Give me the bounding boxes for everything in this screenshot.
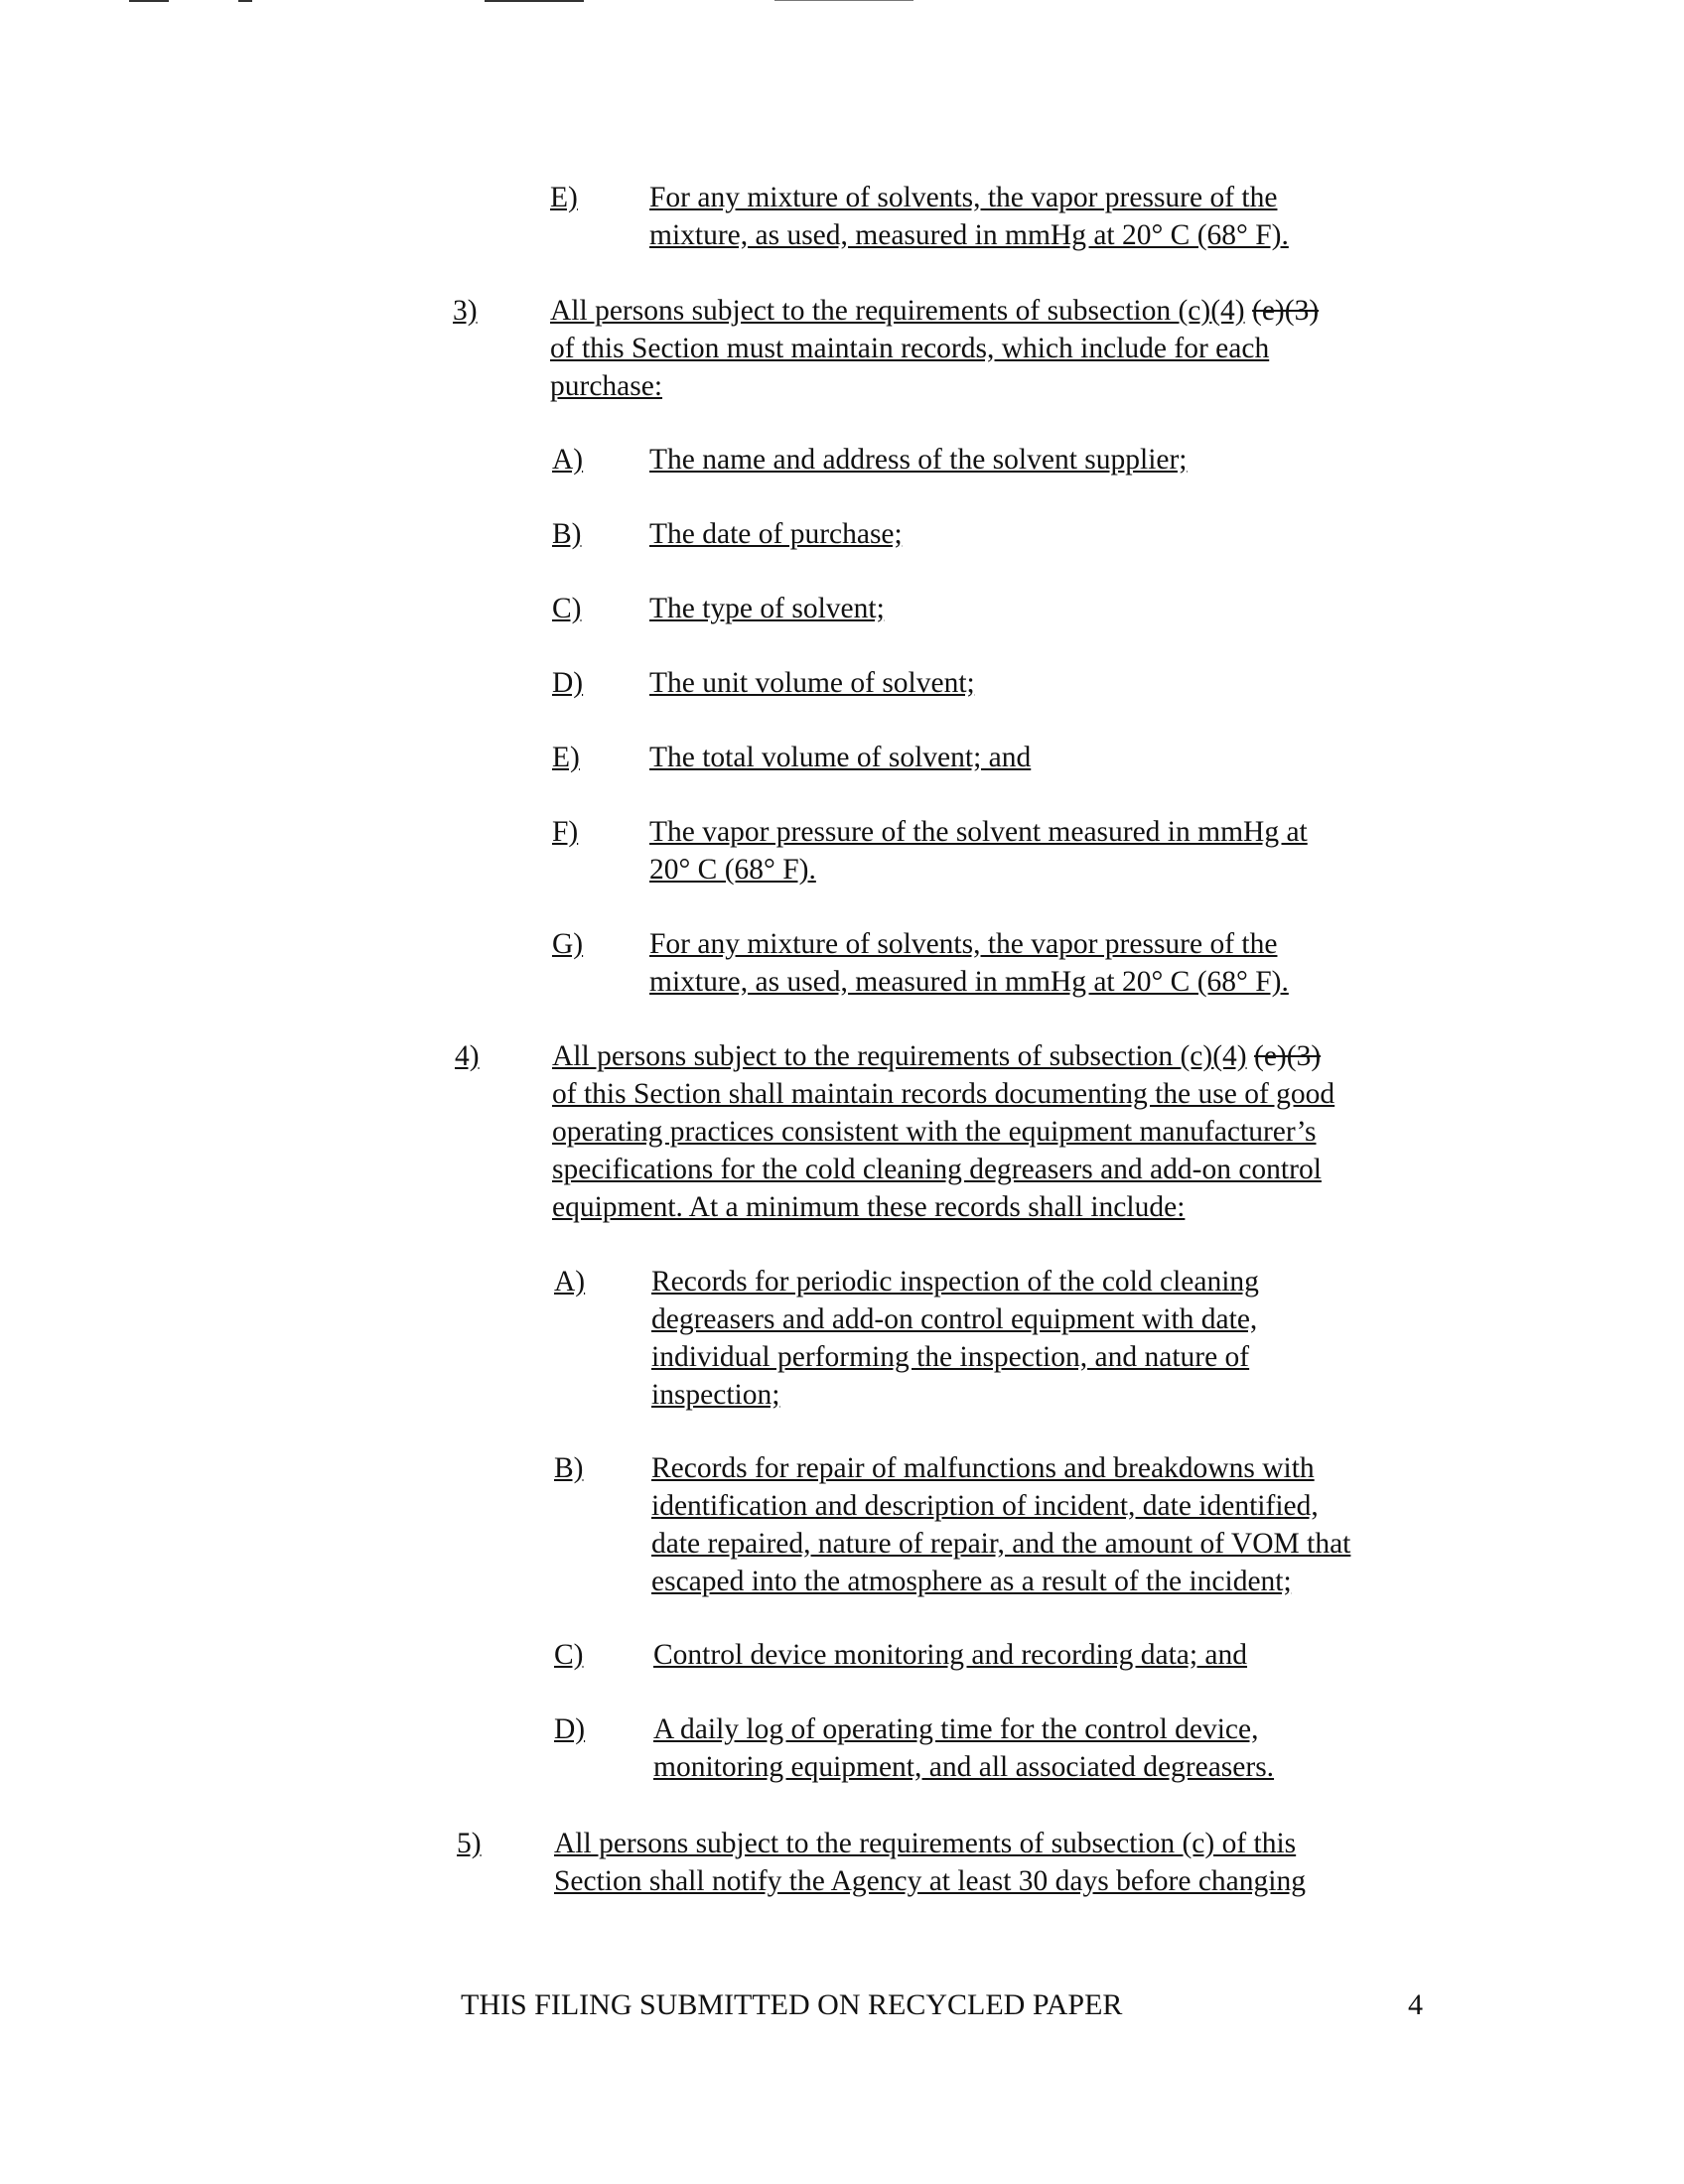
item-text: A daily log of operating time for the control device, monitoring equipment, and all associated degreasers.: [653, 1713, 1275, 1783]
item-label: B): [554, 1452, 584, 1484]
item-label: F): [552, 816, 579, 848]
item-label: A): [554, 1266, 586, 1297]
item-text: Records for repair of malfunctions and breakdowns with identification and description of incident, date identified, date repaired, nature of repair, and the amount of VOM that escaped into the atmosphere as a result of the incident;: [651, 1452, 1351, 1597]
scan-artifact-line: [485, 0, 584, 2]
item-label: C): [552, 593, 582, 624]
item-label: E): [550, 182, 578, 213]
item-text: The date of purchase;: [649, 518, 903, 550]
item-text: For any mixture of solvents, the vapor pressure of the mixture, as used, measured in mmHg at 20° C (68° F).: [649, 928, 1289, 998]
item-label: G): [552, 928, 584, 960]
item-label: A): [552, 444, 584, 476]
item-label: D): [554, 1713, 586, 1745]
item-label: B): [552, 518, 582, 550]
item-label: C): [554, 1639, 584, 1671]
item-text: All persons subject to the requirements of subsection (c) of this Section shall notify the Agency at least 30 days before changing: [554, 1828, 1306, 1897]
page-number: 4: [1408, 1988, 1423, 2021]
item-text: The name and address of the solvent supplier;: [649, 444, 1188, 476]
scan-artifact-line: [238, 0, 252, 2]
item-label: E): [552, 742, 580, 773]
item-label: D): [552, 667, 584, 699]
item-label: 3): [453, 295, 478, 327]
item-text: For any mixture of solvents, the vapor pressure of the mixture, as used, measured in mmHg at 20° C (68° F).: [649, 182, 1289, 251]
item-text: All persons subject to the requirements of subsection (c)(4) (e)(3) of this Section shall maintain records documenting the use of good operating practices consistent with the equipment manufacturer’s specifications for the cold cleaning degreasers and add-on control equipment. At a minimum these records shall include:: [552, 1040, 1335, 1223]
item-text: All persons subject to the requirements of subsection (c)(4) (e)(3) of this Section must maintain records, which include for each purchase:: [550, 295, 1320, 402]
scan-artifact-line: [774, 0, 913, 1]
item-text: The total volume of solvent; and: [649, 742, 1032, 773]
item-label: 4): [455, 1040, 480, 1072]
item-label: 5): [457, 1828, 482, 1859]
item-text: The vapor pressure of the solvent measured in mmHg at 20° C (68° F).: [649, 816, 1308, 886]
footer-text: THIS FILING SUBMITTED ON RECYCLED PAPER: [461, 1988, 1123, 2021]
item-text: Control device monitoring and recording data; and: [653, 1639, 1248, 1671]
item-text: The unit volume of solvent;: [649, 667, 975, 699]
item-text: Records for periodic inspection of the cold cleaning degreasers and add-on control equipment with date, individual performing the inspection, and nature of inspection;: [651, 1266, 1259, 1411]
item-text: The type of solvent;: [649, 593, 885, 624]
scan-artifact-line: [129, 0, 169, 2]
